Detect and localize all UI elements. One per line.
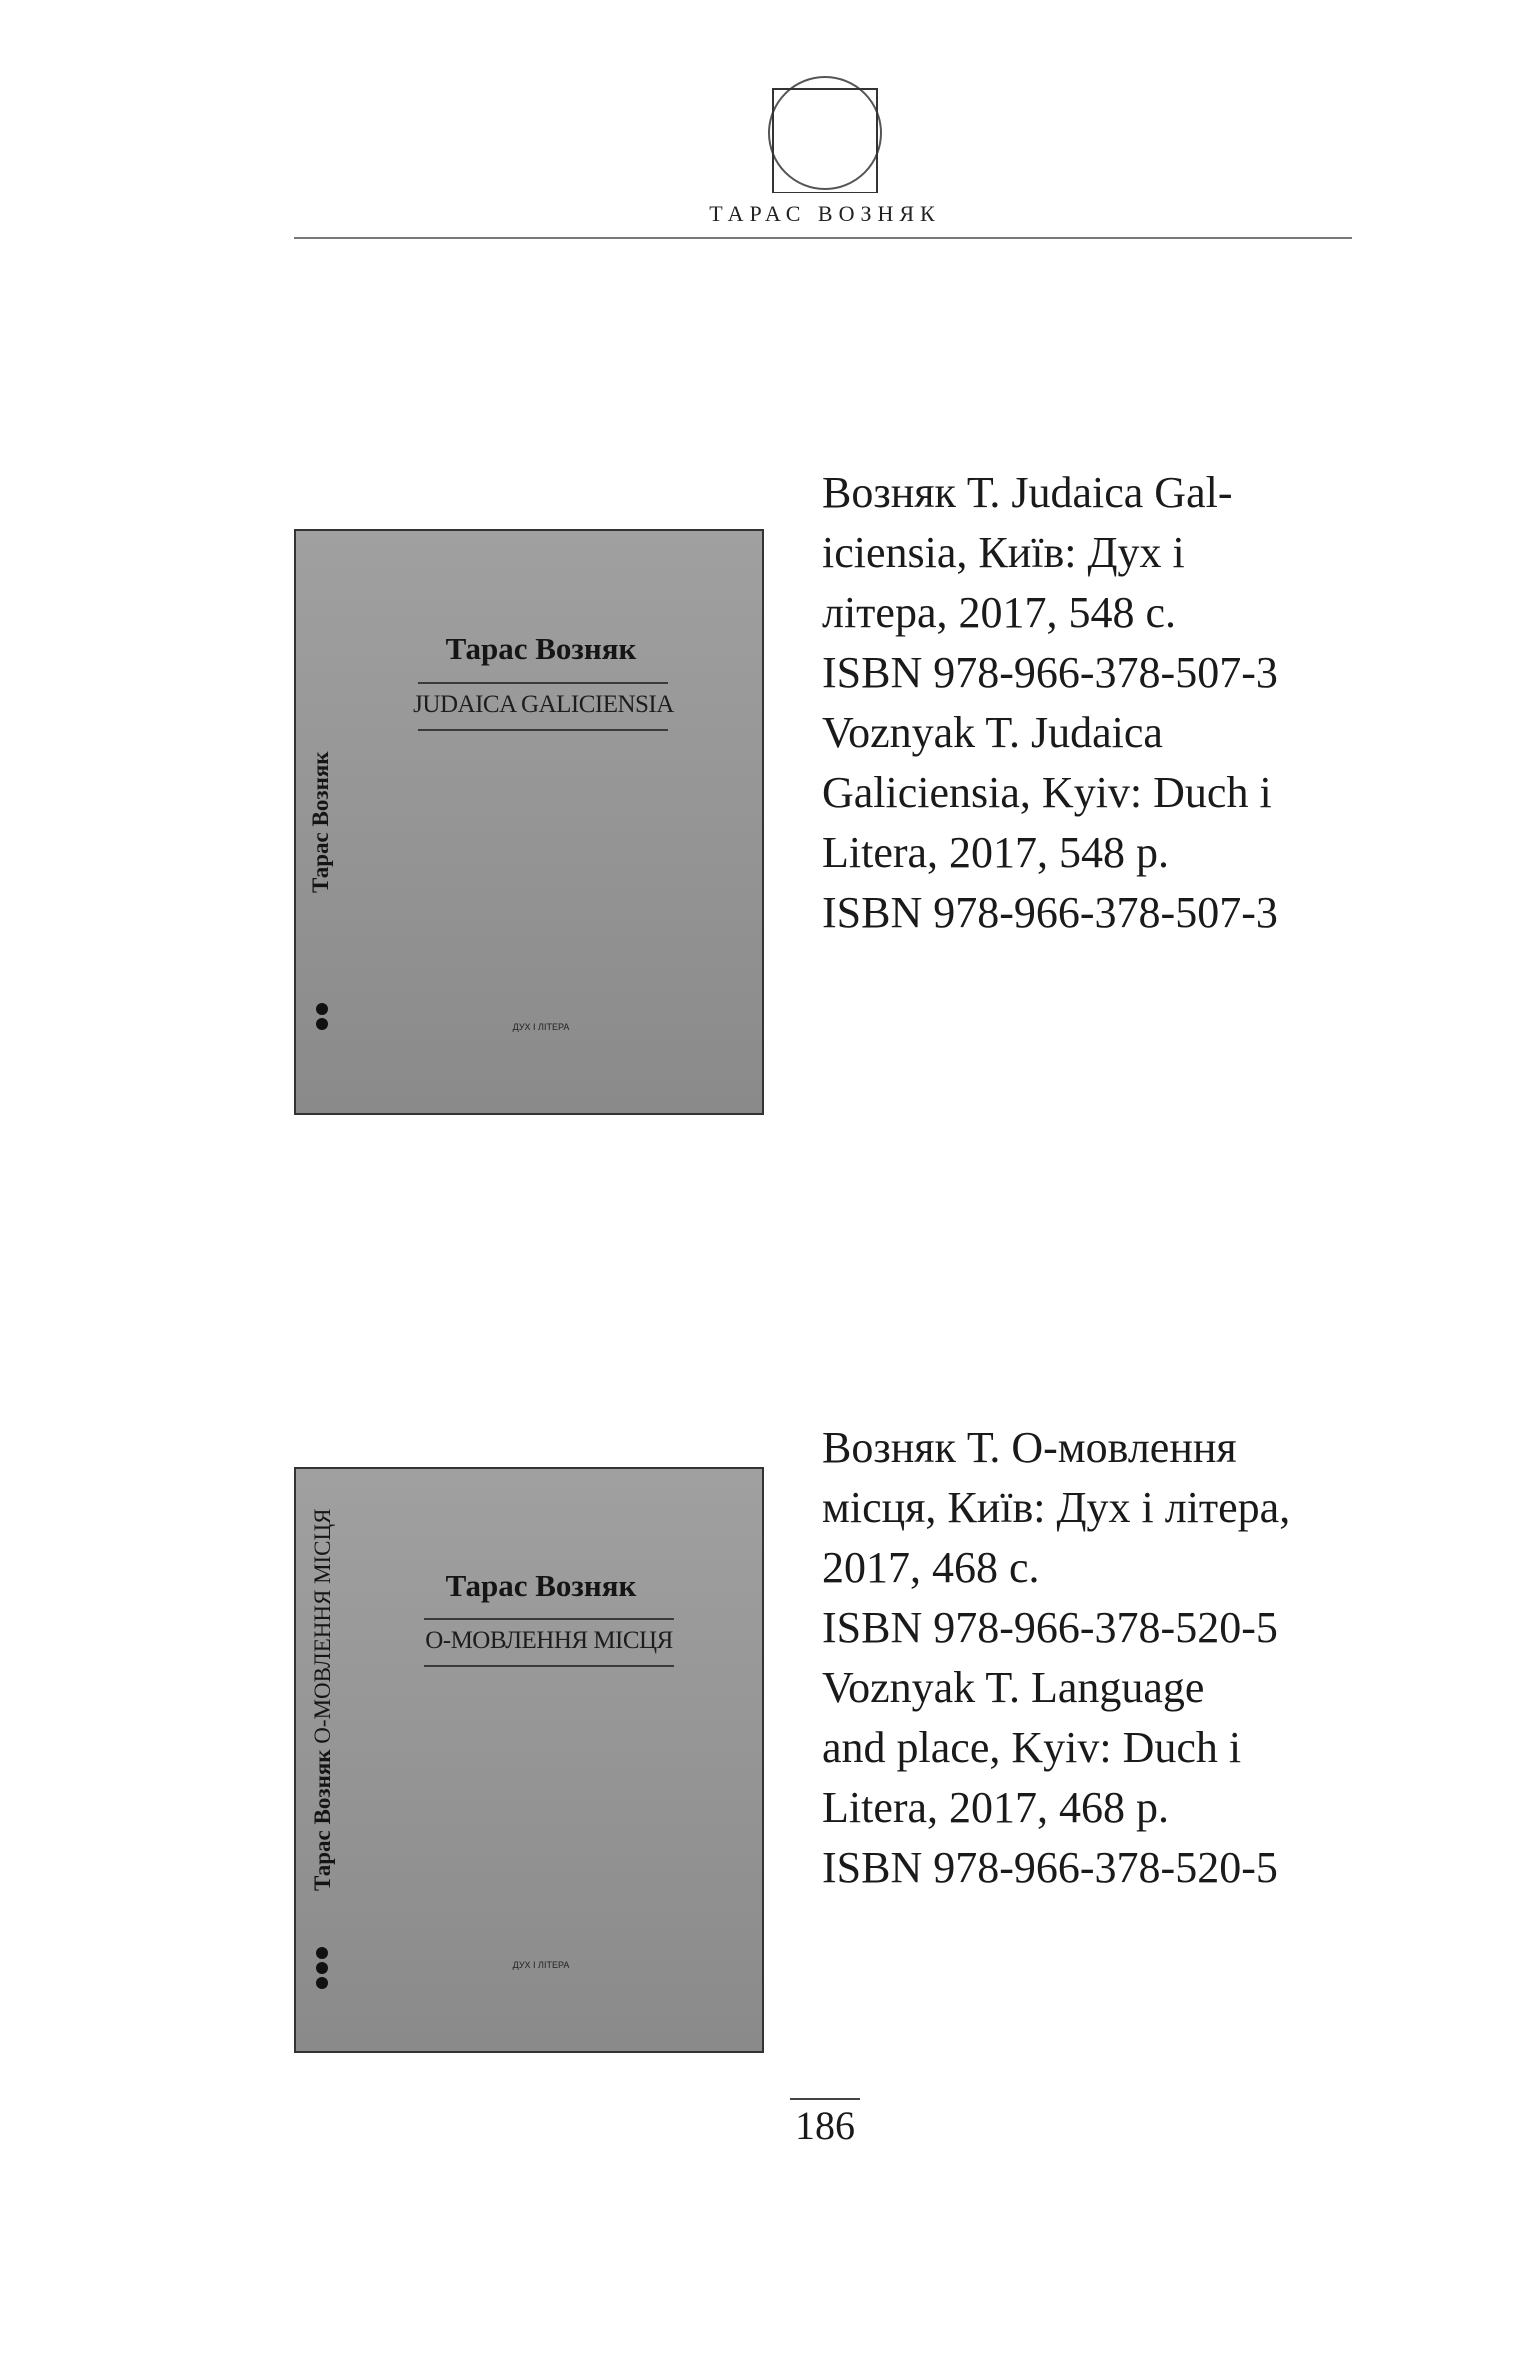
book-cover-o-movlennia-mistsia (294, 1467, 764, 2053)
biblio-line: iciensia, Київ: Дух і (822, 528, 1185, 577)
biblio-line: Voznyak T. Language (822, 1663, 1205, 1712)
book-cover-judaica-galiciensia (294, 529, 764, 1115)
biblio-line: Возняк Т. Judaica Gal- (822, 468, 1233, 517)
cover-rule (424, 1618, 674, 1620)
biblio-line: місця, Київ: Дух і літера, (822, 1483, 1291, 1532)
biblio-line: ISBN 978-966-378-520-5 (822, 1843, 1278, 1892)
biblio-line: Galiciensia, Kyiv: Duch i (822, 768, 1272, 817)
cover-author: Тарас Возняк (445, 631, 637, 666)
cover-title: О-МОВЛЕННЯ МІСЦЯ (425, 1627, 673, 1654)
biblio-line: Возняк Т. О-мовлення (822, 1423, 1237, 1472)
cover-rule (418, 682, 668, 684)
biblio-line: ISBN 978-966-378-507-3 (822, 888, 1278, 937)
biblio-line: ISBN 978-966-378-507-3 (822, 648, 1278, 697)
dot-icon (316, 1962, 328, 1974)
biblio-line: Litera, 2017, 548 p. (822, 828, 1170, 877)
bibliographic-entry (822, 1418, 1362, 1898)
page-number: 186 (790, 2098, 860, 2149)
cover-dots (316, 1003, 328, 1033)
cover-publisher: ДУХ І ЛІТЕРА (512, 1022, 570, 1032)
circle-square-logo-icon (765, 73, 885, 193)
biblio-line: and place, Kyiv: Duch i (822, 1723, 1242, 1772)
biblio-line: 2017, 468 с. (822, 1543, 1040, 1592)
biblio-line: Litera, 2017, 468 p. (822, 1783, 1170, 1832)
cover-dots (316, 1947, 328, 1992)
spine-author: Тарас Возняк (308, 751, 333, 893)
spine-title: О-МОВЛЕННЯ МІСЦЯ (310, 1508, 335, 1744)
biblio-line: літера, 2017, 548 с. (822, 588, 1176, 637)
cover-rule (418, 729, 668, 731)
biblio-line: ISBN 978-966-378-520-5 (822, 1603, 1278, 1652)
dot-icon (316, 1003, 328, 1015)
spine-author: Тарас Возняк (310, 1749, 335, 1891)
cover-title: JUDAICA GALICIENSIA (413, 691, 674, 718)
cover-publisher: ДУХ І ЛІТЕРА (512, 1960, 570, 1970)
dot-icon (316, 1977, 328, 1989)
bibliographic-entry (822, 463, 1362, 943)
biblio-line: Voznyak T. Judaica (822, 708, 1163, 757)
cover-rule (424, 1665, 674, 1667)
dot-icon (316, 1018, 328, 1030)
cover-spine-text (308, 751, 334, 893)
cover-author: Тарас Возняк (445, 1568, 637, 1603)
header-rule (294, 237, 1352, 239)
running-header-title: ТАРАС ВОЗНЯК (709, 201, 941, 226)
dot-icon (316, 1947, 328, 1959)
cover-spine-text (310, 1509, 336, 1891)
